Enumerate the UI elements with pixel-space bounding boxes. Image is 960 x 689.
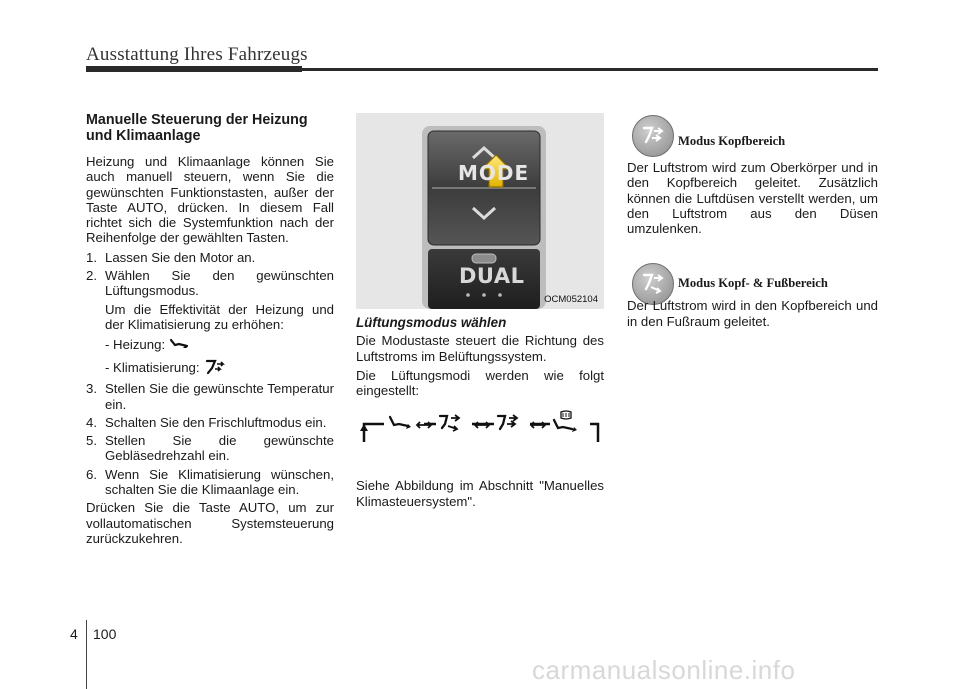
column-manual-control bbox=[86, 113, 334, 550]
step-2 bbox=[86, 268, 334, 299]
mode-head-feet-label: Modus Kopf- & Fußbereich bbox=[678, 276, 828, 290]
dot-indicator bbox=[466, 293, 470, 297]
header-rule bbox=[86, 68, 878, 71]
footer-divider bbox=[86, 620, 87, 689]
column-mode-descriptions bbox=[627, 160, 878, 333]
head-airflow-icon bbox=[203, 358, 225, 376]
mode-head-round-icon bbox=[632, 115, 674, 157]
page-number: 100 bbox=[93, 626, 117, 642]
mode-head-feet-description: Der Luftstrom wird in den Kopfbereich und in den Fußraum geleitet. bbox=[627, 298, 878, 329]
step-2-note: Um die Effektivität der Heizung und der Klimatisierung zu erhöhen: bbox=[105, 301, 334, 332]
step-text: Schalten Sie den Frischluftmodus ein. bbox=[105, 414, 327, 430]
cooling-label: - Klimatisierung: bbox=[105, 359, 200, 375]
mode-head-label: Modus Kopfbereich bbox=[678, 134, 786, 148]
head-airflow-icon bbox=[494, 413, 530, 437]
watermark: carmanualsonline.info bbox=[532, 655, 796, 685]
page-header-title: Ausstattung Ihres Fahrzeugs bbox=[86, 44, 308, 65]
mode-button-label: MODE bbox=[458, 161, 530, 185]
step-text: Wählen Sie den gewünschten Lüftungsmodus. bbox=[105, 268, 334, 299]
head-airflow-icon bbox=[633, 116, 673, 156]
dual-button-label: DUAL bbox=[459, 264, 525, 288]
step-3 bbox=[86, 381, 334, 412]
step-text: Wenn Sie Klimatisierung wünschen, schalten Sie die Klimaanlage ein. bbox=[105, 466, 334, 498]
feet-airflow-icon bbox=[168, 335, 190, 353]
step-text: Lassen Sie den Motor an. bbox=[105, 249, 256, 265]
step-text: Stellen Sie die gewünschte Temperatur ein. bbox=[105, 381, 334, 412]
subhead-ventilation-mode: Lüftungsmodus wählen bbox=[356, 315, 507, 330]
paragraph-mode-list-intro: Die Lüftungsmodi werden wie folgt eingestellt: bbox=[356, 367, 604, 399]
outro-paragraph: Drücken Sie die Taste AUTO, um zur vollautomatischen Systemsteuerung zurückzukehren. bbox=[86, 500, 334, 546]
dot-indicator bbox=[482, 293, 486, 297]
cooling-hint bbox=[86, 358, 334, 376]
mode-head-description: Der Luftstrom wird zum Oberkörper und in den Kopfbereich geleitet. Zusätzlich können die Luftdüsen verstellt werden, um den Luftstrom aus den Düsen umzulenken. bbox=[627, 160, 878, 237]
mode-cycle-diagram bbox=[358, 409, 604, 445]
step-number: 1. bbox=[86, 249, 97, 265]
step-number: 6. bbox=[86, 466, 97, 482]
dot-indicator bbox=[498, 293, 502, 297]
figure-code: OCM052104 bbox=[544, 294, 598, 305]
step-1 bbox=[86, 250, 334, 265]
section-title: Manuelle Steuerung der Heizung und Klimaanlage bbox=[86, 112, 308, 144]
dual-indicator-led bbox=[472, 254, 496, 263]
step-6 bbox=[86, 467, 334, 498]
intro-paragraph: Heizung und Klimaanlage können Sie auch manuell steuern, wenn Sie die gewünschten Funktionstasten, außer der Taste AUTO, drücken. In diesem Fall richtet sich die Systemfunktion nach der Reihenfolge der gewählten Tasten. bbox=[86, 154, 334, 246]
heating-hint bbox=[86, 335, 334, 353]
heating-label: - Heizung: bbox=[105, 336, 166, 352]
chapter-number: 4 bbox=[70, 626, 78, 642]
paragraph-mode-button: Die Modustaste steuert die Richtung des Luftstroms im Belüftungssystem. bbox=[356, 333, 604, 364]
paragraph-see-section: Siehe Abbildung im Abschnitt "Manuelles Klimasteuersystem". bbox=[356, 478, 604, 509]
step-number: 4. bbox=[86, 414, 97, 430]
step-4 bbox=[86, 415, 334, 430]
step-number: 3. bbox=[86, 381, 97, 397]
step-5 bbox=[86, 433, 334, 464]
defrost-feet-airflow-icon bbox=[550, 411, 590, 437]
head-feet-airflow-icon bbox=[436, 413, 472, 437]
climate-panel-figure bbox=[356, 113, 604, 309]
step-number: 2. bbox=[86, 268, 97, 284]
step-number: 5. bbox=[86, 433, 97, 449]
step-text: Stellen Sie die gewünschte Gebläsedrehzahl ein. bbox=[105, 433, 334, 464]
